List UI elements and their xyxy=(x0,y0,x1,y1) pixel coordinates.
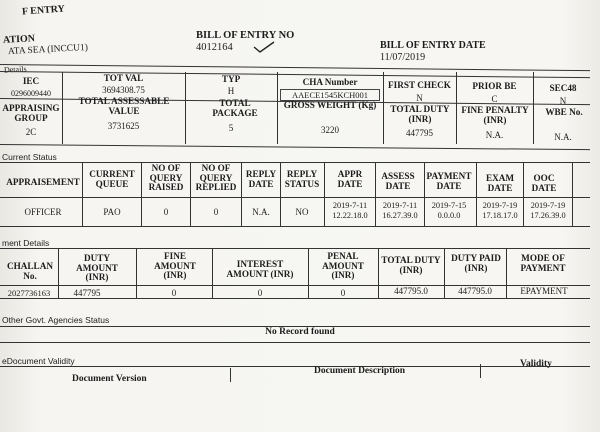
pay-value-fine-amount: 0 xyxy=(171,288,177,298)
current-status-section-label: Current Status xyxy=(2,152,57,162)
cs-header-payment-date: PAYMENT DATE xyxy=(426,171,472,191)
total-assessable-value: 3731625 xyxy=(107,121,140,131)
pay-value-duty-amount: 447795 xyxy=(73,288,101,298)
cha-number-value: AAECE1545KCH001 xyxy=(280,89,380,101)
pay-header-total-duty: TOTAL DUTY (INR) xyxy=(381,255,441,275)
wbe-no-label: WBE No. xyxy=(545,107,583,117)
total-package-label: TOTAL PACKAGE xyxy=(212,98,258,118)
cs-value-appr-date: 2019-7-11 12.22.18.0 xyxy=(332,201,368,220)
pay-value-total-duty: 447795.0 xyxy=(394,286,428,296)
pay-value-mode-of-payment: EPAYMENT xyxy=(520,286,568,296)
cs-header-exam-date: EXAM DATE xyxy=(485,173,515,193)
tot-val-label: TOT VAL xyxy=(103,73,144,83)
total-assessable-value-label: TOTAL ASSESSABLE VALUE xyxy=(78,96,170,116)
prior-be-value: C xyxy=(491,94,498,104)
fine-penalty-value: N.A. xyxy=(485,130,504,140)
cs-value-current-queue: PAO xyxy=(103,207,121,217)
payment-details-section-label: ment Details xyxy=(2,238,50,248)
gross-weight-value: 3220 xyxy=(321,125,339,135)
cs-header-ooc-date: OOC DATE xyxy=(531,173,557,193)
bill-of-entry-date-label: BILL OF ENTRY DATE xyxy=(380,40,486,51)
pay-value-penal-amount: 0 xyxy=(340,288,346,298)
pay-header-mode-of-payment: MODE OF PAYMENT xyxy=(520,253,566,273)
appraising-group-label: APPRAISING GROUP xyxy=(2,103,60,123)
cs-value-appraisement: OFFICER xyxy=(24,207,62,217)
bill-of-entry-no-label: BILL OF ENTRY NO xyxy=(196,30,295,41)
cs-header-appr-date: APPR DATE xyxy=(337,169,363,189)
tot-val-value: 3694308.75 xyxy=(102,85,145,95)
sec48-label: SEC48 xyxy=(549,83,577,93)
typ-value: H xyxy=(227,86,235,96)
total-duty-label: TOTAL DUTY (INR) xyxy=(390,104,450,124)
cs-value-payment-date: 2019-7-15 0.0.0.0 xyxy=(431,201,467,220)
pay-header-penal-amount: PENAL AMOUNT (INR) xyxy=(322,251,364,281)
other-agencies-section-label: Other Govt. Agencies Status xyxy=(2,315,110,325)
prior-be-label: PRIOR BE xyxy=(472,81,517,91)
pay-header-fine-amount: FINE AMOUNT (INR) xyxy=(154,251,196,281)
cs-header-reply-date: REPLY DATE xyxy=(245,169,277,189)
check-mark-icon xyxy=(252,40,276,54)
cs-header-reply-status: REPLY STATUS xyxy=(284,169,320,189)
cs-header-appraisement: APPRAISEMENT xyxy=(6,177,80,187)
pay-value-challan: 2027736163 xyxy=(7,288,51,298)
first-check-value: N xyxy=(416,93,423,103)
station-label-fragment: ATION xyxy=(2,33,36,46)
first-check-label: FIRST CHECK xyxy=(388,80,451,90)
doc-header-version: Document Version xyxy=(72,374,147,384)
cs-value-exam-date: 2019-7-19 17.18.17.0 xyxy=(482,201,518,220)
doc-header-validity: Validity xyxy=(520,359,552,369)
no-record-found-message: No Record found xyxy=(265,327,335,337)
sec48-value: N xyxy=(559,96,567,106)
document-title-fragment: F ENTRY xyxy=(21,3,66,18)
cs-header-query-replied: NO OF QUERY REPLIED xyxy=(195,163,237,193)
cha-number-label: CHA Number xyxy=(302,77,358,87)
pay-header-interest-amount: INTEREST AMOUNT (INR) xyxy=(226,259,294,279)
typ-label: TYP xyxy=(221,74,241,84)
iec-label: IEC xyxy=(22,76,40,86)
cs-value-query-raised: 0 xyxy=(163,207,169,217)
pay-header-duty-amount: DUTY AMOUNT (INR) xyxy=(76,253,118,283)
cs-value-query-replied: 0 xyxy=(213,207,219,217)
wbe-no-value: N.A. xyxy=(554,132,572,142)
cs-value-reply-date: N.A. xyxy=(252,207,270,217)
port-name: ATA SEA (INCCU1) xyxy=(7,42,89,58)
fine-penalty-label: FINE PENALTY (INR) xyxy=(461,105,529,125)
details-section-label: Details xyxy=(3,64,27,75)
bill-of-entry-date: 11/07/2019 xyxy=(380,52,426,63)
pay-value-duty-paid: 447795.0 xyxy=(458,286,492,296)
cs-header-query-raised: NO OF QUERY RAISED xyxy=(148,163,184,193)
gross-weight-label: GROSS WEIGHT (Kg) xyxy=(283,100,377,110)
cs-header-current-queue: CURRENT QUEUE xyxy=(89,169,135,189)
pay-value-interest-amount: 0 xyxy=(257,288,263,298)
cs-value-ooc-date: 2019-7-19 17.26.39.0 xyxy=(530,201,566,220)
iec-value: 0296009440 xyxy=(11,89,51,98)
cs-value-assess-date: 2019-7-11 16.27.39.0 xyxy=(382,201,418,220)
document-validity-section-label: eDocument Validity xyxy=(2,356,75,366)
cs-value-reply-status: NO xyxy=(295,207,309,217)
total-package-value: 5 xyxy=(228,123,234,133)
bill-of-entry-no: 4012164 xyxy=(196,42,233,53)
cs-header-assess-date: ASSESS DATE xyxy=(381,171,415,191)
doc-header-description: Document Description xyxy=(314,366,406,376)
pay-header-duty-paid: DUTY PAID (INR) xyxy=(451,253,501,273)
total-duty-value: 447795 xyxy=(406,128,433,138)
appraising-group-value: 2C xyxy=(25,127,37,137)
pay-header-challan: CHALLAN No. xyxy=(7,261,53,281)
